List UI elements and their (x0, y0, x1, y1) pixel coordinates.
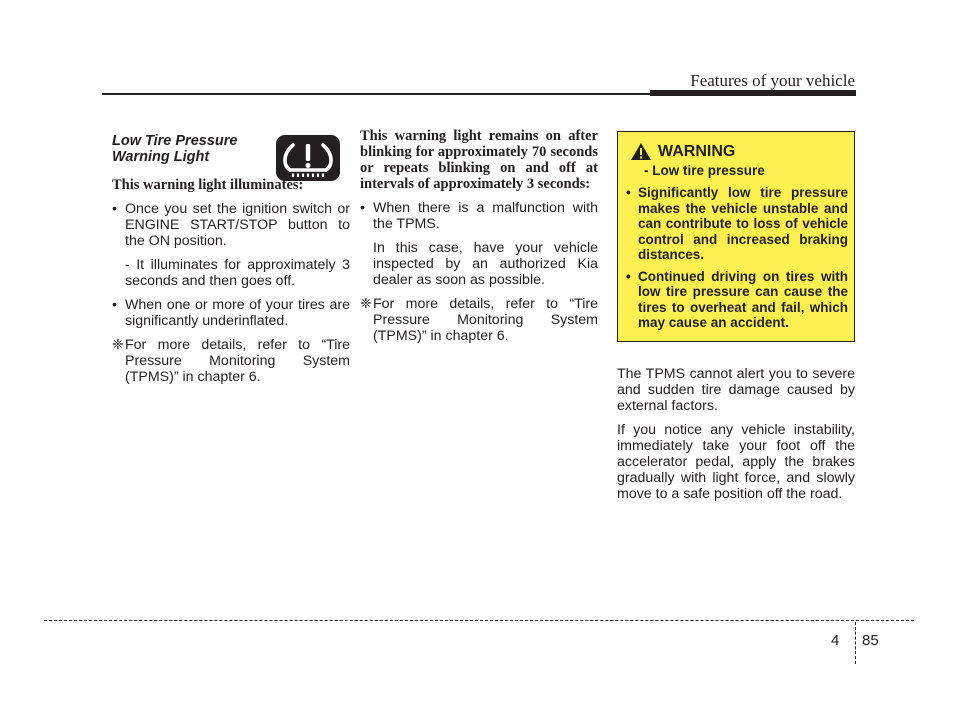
warning-item-text: Significantly low tire pressure makes the vehicle unstable and can contribute to loss of vehicle control and increased braking distances. (638, 185, 848, 262)
list-item-text: Once you set the ignition switch or ENGINE START/STOP button to the ON position. (125, 201, 350, 249)
left-column (112, 128, 350, 385)
list-item-text: When one or more of your tires are significantly underinflated. (125, 297, 350, 329)
header-bar (650, 90, 856, 96)
page-number: 85 (862, 632, 879, 649)
middle-column (360, 128, 598, 344)
bullet-marker: • (112, 201, 117, 217)
reference-note (112, 337, 350, 385)
warning-title: WARNING (658, 142, 736, 160)
header-title: Features of your vehicle (690, 71, 855, 90)
reference-note-text: For more details, refer to “Tire Pressure Monitoring System (TPMS)” in chapter 6. (373, 296, 598, 344)
bullet-marker: • (360, 200, 365, 216)
list-item-text: When there is a malfunction with the TPMS. (373, 200, 598, 232)
sub-list-item-text: - It illuminates for approximately 3 seconds and then goes off. (125, 257, 350, 289)
sub-list-item (112, 257, 350, 289)
tpms-limitation-paragraph: The TPMS cannot alert you to severe and sudden tire damage caused by external factors. (617, 365, 855, 414)
footer-rule (44, 620, 914, 621)
intro-paragraph: This warning light remains on after blinking for approximately 70 seconds or repeats blinking on and off at intervals of approximately 3 seconds: (360, 128, 598, 192)
list-item (360, 200, 598, 232)
warning-box (617, 131, 855, 342)
chapter-number: 4 (831, 632, 840, 649)
bullet-marker: • (112, 297, 117, 313)
warning-item (626, 269, 848, 331)
illuminates-label: This warning light illuminates: (112, 177, 304, 193)
reference-note-text: For more details, refer to “Tire Pressure Monitoring System (TPMS)” in chapter 6. (125, 337, 350, 385)
list-item (112, 297, 350, 329)
note-mark-icon: ❈ (360, 296, 372, 312)
warning-item-text: Continued driving on tires with low tire pressure can cause the tires to overheat and fail, which may cause an accident. (638, 268, 848, 330)
list-item-continuation: In this case, have your vehicle inspected by an authorized Kia dealer as soon as possible. (373, 240, 598, 288)
reference-note (360, 296, 598, 344)
warning-triangle-icon (630, 142, 652, 161)
warning-header (626, 142, 848, 161)
bullet-marker: • (626, 185, 631, 200)
warning-item (626, 185, 848, 263)
footer-divider (855, 622, 856, 664)
bullet-marker: • (626, 268, 631, 284)
warning-subtitle: - Low tire pressure (644, 163, 765, 178)
list-item (112, 201, 350, 249)
note-mark-icon: ❈ (112, 337, 124, 353)
instability-advice-paragraph: If you notice any vehicle instability, immediately take your foot off the accelerator pedal, apply the brakes gradually with light force, and slowly move to a safe position off the road. (617, 421, 855, 502)
right-column (617, 131, 855, 502)
section-heading-line1: Low Tire Pressure (112, 133, 238, 149)
section-heading-line2: Warning Light (112, 149, 210, 165)
